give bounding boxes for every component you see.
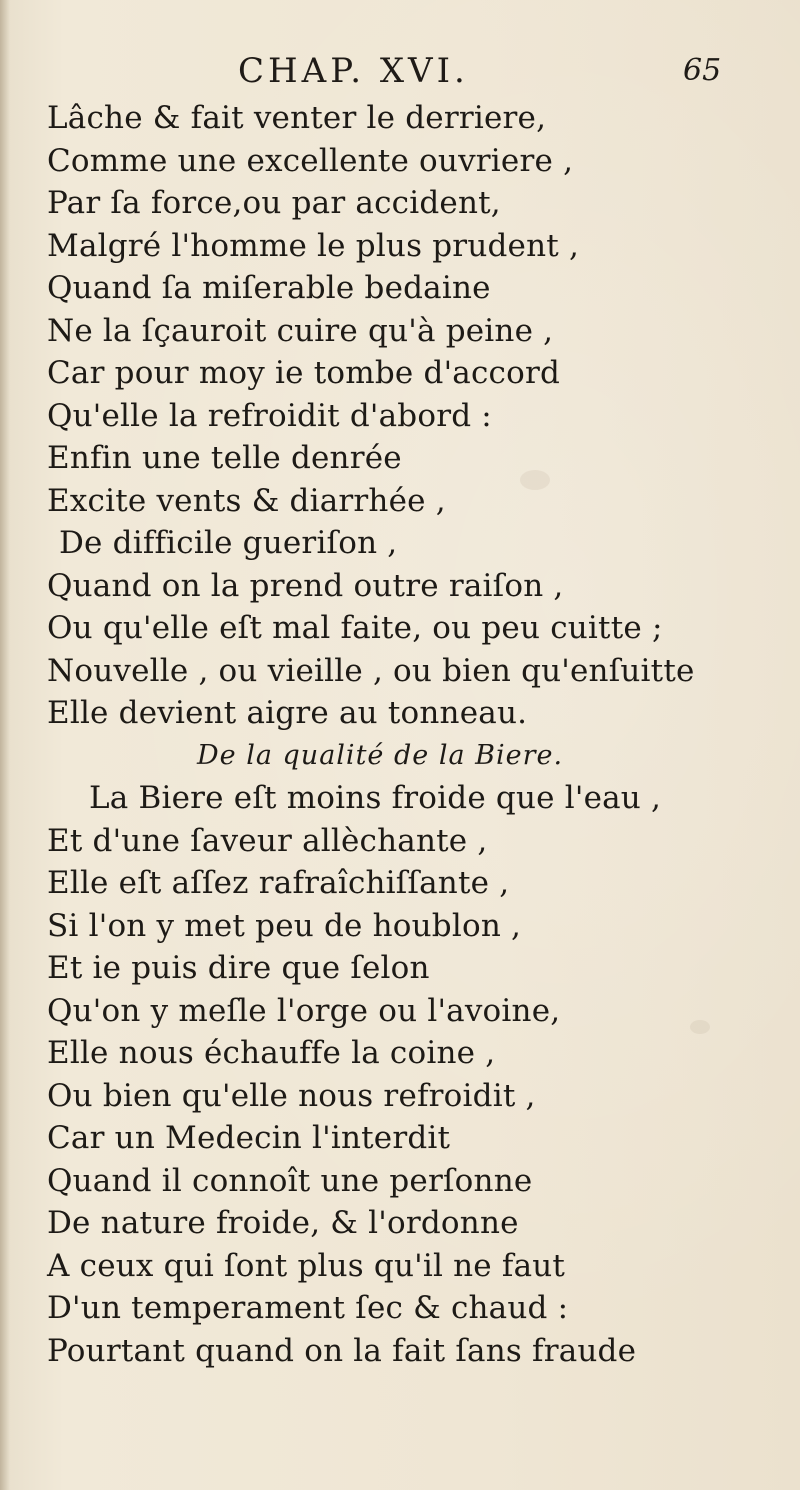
verse-line: Elle devient aigre au tonneau. — [47, 695, 528, 731]
verse-line: Elle nous échauffe la coine , — [47, 1035, 496, 1071]
verse-line: De difficile gueriſon , — [59, 525, 398, 561]
verse-line: Comme une excellente ouvriere , — [47, 142, 574, 179]
verse-line: Ou qu'elle eſt mal faite, ou peu cuitte ; — [47, 610, 663, 646]
verse-line: Malgré l'homme le plus prudent , — [47, 227, 580, 264]
verse-line: Excite vents & diarrhée , — [47, 482, 446, 519]
verse-line: Qu'elle la refroidit d'abord : — [47, 397, 492, 434]
verse-line: Et d'une ſaveur allèchante , — [47, 822, 488, 859]
verse-line: Et ie puis dire que ſelon — [47, 950, 430, 986]
page-header — [0, 46, 800, 96]
verse-line: La Biere eſt moins froide que l'eau , — [89, 780, 662, 816]
verse-line: D'un temperament ſec & chaud : — [47, 1290, 569, 1326]
verse-line: Nouvelle , ou vieille , ou bien qu'enſuitte — [47, 652, 695, 689]
verse-line: Car un Medecin l'interdit — [47, 1120, 451, 1156]
verse-line: A ceux qui ſont plus qu'il ne faut — [47, 1247, 566, 1284]
verse-line: Par ſa force,ou par accident, — [47, 185, 501, 221]
verse-line: Pourtant quand on la fait ſans fraude — [47, 1332, 637, 1369]
verse-line: Quand il connoît une perſonne — [47, 1162, 533, 1199]
page-number: 65 — [683, 53, 722, 88]
verse-line: Si l'on y met peu de houblon , — [47, 907, 522, 944]
poem-text — [47, 97, 757, 1372]
running-head: CHAP. XVI. — [238, 51, 469, 91]
verse-line: Qu'on y meſle l'orge ou l'avoine, — [47, 992, 561, 1029]
verse-line: Ne la ſçauroit cuire qu'à peine , — [47, 312, 554, 349]
verse-line: Lâche & fait venter le derriere, — [47, 100, 547, 136]
verse-line: Quand on la prend outre raiſon , — [47, 567, 564, 604]
verse-line: Car pour moy ie tombe d'accord — [47, 355, 561, 391]
verse-line: Elle eſt aſſez rafraîchiſſante , — [47, 865, 510, 901]
verse-line: De nature froide, & l'ordonne — [47, 1205, 519, 1241]
section-heading: De la qualité de la Biere. — [197, 739, 564, 771]
verse-line: Quand ſa miſerable bedaine — [47, 270, 491, 306]
verse-line: Enfin une telle denrée — [47, 440, 402, 476]
verse-line: Ou bien qu'elle nous refroidit , — [47, 1077, 536, 1114]
